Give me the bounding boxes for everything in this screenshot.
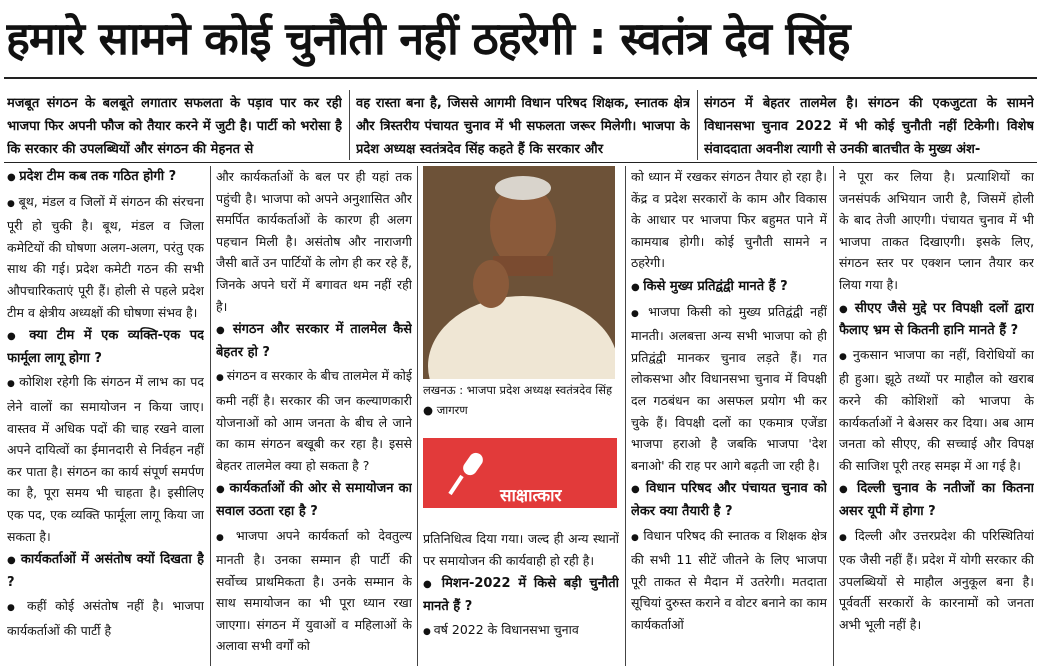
question: ● विधान परिषद और पंचायत चुनाव को लेकर क्या तैयारी है ? bbox=[631, 478, 827, 522]
answer-paragraph: ● भाजपा किसी को मुख्य प्रतिद्वंद्वी नहीं मानती। अलबत्ता अन्य सभी भाजपा को ही प्रतिद्वंद्वी मानकर चुनाव लड़ते हैं। गत लोकसभा और विधानसभा चुनाव में विपक्षी दल गठबंधन का असफल प्रयोग भी कर चुके हैं। विपक्षी दलों का एकमात्र एजेंडा भाजपा हराओ है जबकि भाजपा 'देश बनाओ' की राह पर आगे बढ़ती जा रही है। bbox=[631, 301, 827, 477]
answer-paragraph: ● कहीं कोई असंतोष नहीं है। भाजपा कार्यकर्ताओं की पार्टी है bbox=[7, 595, 204, 641]
photo-swatantra-dev-singh bbox=[423, 166, 615, 379]
column-divider-3 bbox=[625, 166, 626, 666]
column-divider-1 bbox=[210, 166, 211, 666]
answer-paragraph: ने पूरा कर लिया है। प्रत्याशियों का जनसंपर्क अभियान जारी है, जिसमें होली के बाद तेजी आएगी। पंचायत चुनाव में भी भाजपा ताकत दिखाएगी। इसके लिए, संगठन स्तर पर एक्शन प्लान तैयार कर लिया गया है। bbox=[839, 169, 1034, 292]
intro-col-2: वह रास्ता बना है, जिससे आगमी विधान परिषद शिक्षक, स्नातक क्षेत्र और त्रिस्तरीय पंचायत चुनाव में भी सफलता जरूर मिलेगी। भाजपा के प्रदेश अध्यक्ष स्वतंत्रदेव सिंह कहते हैं कि सरकार और bbox=[356, 96, 690, 157]
headline-rule bbox=[4, 77, 1037, 79]
intro-rule bbox=[4, 162, 1037, 163]
question: ● कार्यकर्ताओं में असंतोष क्यों दिखता है ? bbox=[7, 549, 204, 593]
headline: हमारे सामने कोई चुनौती नहीं ठहरेगी : स्वतंत्र देव सिंह bbox=[6, 12, 850, 65]
column-divider-4 bbox=[833, 166, 834, 666]
question: ● प्रदेश टीम कब तक गठित होगी ? bbox=[7, 166, 204, 189]
answer-paragraph: ● संगठन व सरकार के बीच तालमेल में कोई कमी नहीं है। सरकार की जन कल्याणकारी योजनाओं को आम जनता के बीच ले जाने का काम संगठन बखूबी कर रहा है। इससे बेहतर तालमेल क्या हो सकता है ? bbox=[216, 365, 412, 476]
answer-paragraph: प्रतिनिधित्व दिया गया। जल्द ही अन्य स्थानों पर समायोजन की कार्यवाही हो रही है। bbox=[423, 531, 619, 568]
question: ● मिशन-2022 में किसे बड़ी चुनौती मानते हैं ? bbox=[423, 573, 619, 617]
article-column-4 bbox=[631, 166, 827, 666]
answer-paragraph: ● नुकसान भाजपा का नहीं, विरोधियों का ही हुआ। झूठे तथ्यों पर माहौल को खराब करने की कोशिशों को भाजपा के कार्यकर्ताओं ने बेअसर कर दिया। अब आम जनता को सीएए, की सच्चाई और विपक्ष की साजिश पूरी तरह समझ में आ गई है। bbox=[839, 344, 1034, 477]
photo-caption: लखनऊ : भाजपा प्रदेश अध्यक्ष स्वतंत्रदेव सिंह ● जागरण bbox=[423, 383, 613, 417]
article-column-1 bbox=[7, 166, 204, 666]
intro-col-3: संगठन में बेहतर तालमेल है। संगठन की एकजुटता के सामने विधानसभा चुनाव 2022 में भी कोई चुनौती नहीं टिकेगी। विशेष संवाददाता अवनीश त्यागी से उनकी बातचीत के मुख्य अंश- bbox=[704, 96, 1034, 157]
question: ● कार्यकर्ताओं की ओर से समायोजन का सवाल उठता रहा है ? bbox=[216, 478, 412, 522]
article-column-2 bbox=[216, 166, 412, 666]
answer-paragraph: को ध्यान में रखकर संगठन तैयार हो रहा है। केंद्र व प्रदेश सरकारों के काम और विकास के आधार पर भाजपा फिर बहुमत पाने में कामयाब होगी। कोई चुनौती सामने न ठहरेगी। bbox=[631, 169, 827, 271]
answer-paragraph: ● कोशिश रहेगी कि संगठन में लाभ का पद लेने वालों का समायोजन न किया जाए। वास्तव में अधिक पदों की चाह रखने वाला अपने दायित्वों का ईमानदारी से निर्वहन नहीं कर पाता है। संगठन का कार्य संपूर्ण समर्पण का है, पूरा समय भी चाहता है। इसीलिए एक पद, एक व्यक्ति फार्मूला लागू किया जा सकता है। bbox=[7, 371, 204, 547]
answer-paragraph: और कार्यकर्ताओं के बल पर ही यहां तक पहुंची है। भाजपा को अपने अनुशासित और समर्पित कार्यकर्ताओं के कारण ही अलग पहचान मिली है। असंतोष और नाराजगी जैसी बातें उन पार्टियों के लोग ही कर रहे हैं, जिनके अपने घरों में बगावत थम नहीं रही है। bbox=[216, 169, 412, 314]
article-column-5 bbox=[839, 166, 1034, 666]
question: ● किसे मुख्य प्रतिद्वंद्वी मानते हैं ? bbox=[631, 276, 827, 299]
column-divider-2 bbox=[417, 166, 418, 666]
intro-divider-2 bbox=[697, 90, 698, 160]
answer-paragraph: ● वर्ष 2022 के विधानसभा चुनाव bbox=[423, 619, 619, 644]
question: ● दिल्ली चुनाव के नतीजों का कितना असर यूपी में होगा ? bbox=[839, 478, 1034, 522]
question: ● संगठन और सरकार में तालमेल कैसे बेहतर हो ? bbox=[216, 319, 412, 363]
intro-divider-1 bbox=[349, 90, 350, 160]
article-column-3 bbox=[423, 528, 619, 666]
question: ● सीएए जैसे मुद्दे पर विपक्षी दलों द्वारा फैलाए भ्रम से कितनी हानि मानते हैं ? bbox=[839, 298, 1034, 342]
intro-col-1: मजबूत संगठन के बलबूते लगातार सफलता के पड़ाव पार कर रही भाजपा फिर अपनी फौज को तैयार करने में जुटी है। पार्टी को भरोसा है कि सरकार की उपलब्धियों और संगठन की मेहनत से bbox=[7, 96, 342, 157]
answer-paragraph: ● दिल्ली और उत्तरप्रदेश की परिस्थितियां एक जैसी नहीं हैं। प्रदेश में योगी सरकार की उपलब्धियों से माहौल अनुकूल बना है। पूर्ववर्ती सरकारों के कारनामों को जनता अभी भूली नहीं है। bbox=[839, 525, 1034, 636]
question: ● क्या टीम में एक व्यक्ति-एक पद फार्मूला लागू होगा ? bbox=[7, 325, 204, 369]
answer-paragraph: ● विधान परिषद की स्नातक व शिक्षक क्षेत्र की सभी 11 सीटें जीतने के लिए भाजपा पूरी ताकत से मैदान में उतरेगी। मतदाता सूचियां दुरुस्त कराने व वोटर बनाने का काम कार्यकर्ताओं bbox=[631, 525, 827, 636]
answer-paragraph: ● बूथ, मंडल व जिलों में संगठन की संरचना पूरी हो चुकी है। बूथ, मंडल व जिला कमेटियों की घोषणा अलग-अलग, परंतु एक साथ की गई। प्रदेश कमेटी गठन की सभी औपचारिकताएं पूरी हैं। होली से पहले प्रदेश टीम व क्षेत्रीय अध्यक्षों की घोषणा संभव है। bbox=[7, 191, 204, 324]
interview-tag-label: साक्षात्कार bbox=[500, 486, 562, 506]
answer-paragraph: ● भाजपा अपने कार्यकर्ता को देवतुल्य मानती है। उनका सम्मान ही पार्टी की सर्वोच्च प्राथमिकता है। उनके सम्मान के साथ समायोजन का भी पूरा ध्यान रखा जाएगा। संगठन में युवाओं व महिलाओं के अलावा सभी वर्गों को bbox=[216, 525, 412, 658]
microphone-icon bbox=[442, 446, 496, 500]
